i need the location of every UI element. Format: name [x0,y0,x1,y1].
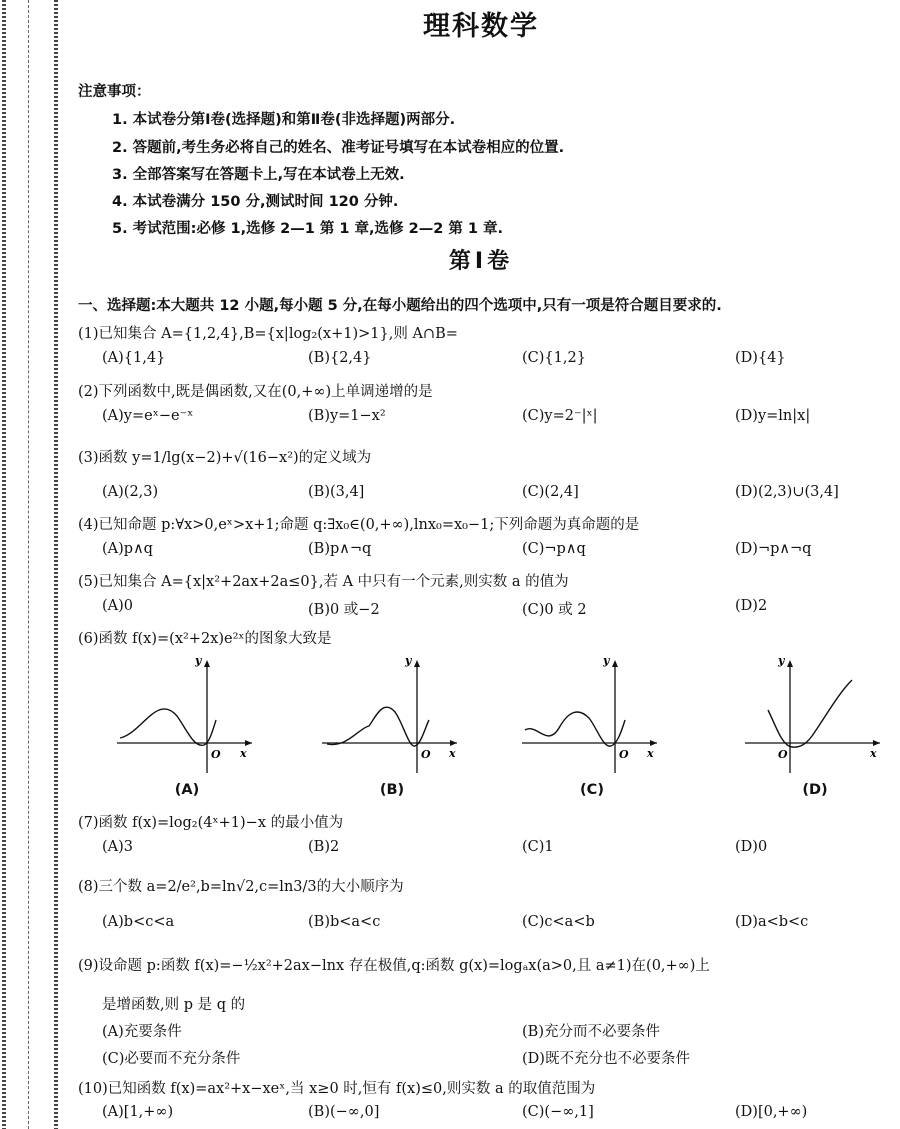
option: (B)y=1−x² [308,408,386,424]
option: (D)¬p∧¬q [735,541,812,557]
margin-right-line [54,0,58,1129]
option: (B)p∧¬q [308,541,372,557]
cut-line [28,0,29,1129]
graph-d [740,648,890,808]
origin-label: O [421,748,431,761]
question-stem-continued: 是增函数,则 p 是 q 的 [102,997,246,1013]
option: (B)b<a<c [308,914,381,930]
option: (C)(−∞,1] [522,1104,594,1120]
section-title: 第Ⅰ卷 [448,249,514,274]
graph-label: (C) [580,782,604,798]
graph-a [112,648,262,808]
note-item: 4. 本试卷满分 150 分,测试时间 120 分钟. [112,194,399,210]
axis-y-label: y [778,654,785,667]
option: (A)(2,3) [102,484,159,500]
question-stem: (10)已知函数 f(x)=ax²+x−xeˣ,当 x≥0 时,恒有 f(x)≤0,则实数 a 的取值范围为 [78,1081,596,1097]
option: (C)y=2⁻|ˣ| [522,408,598,424]
question-stem: (8)三个数 a=2/e²,b=ln√2,c=ln3/3的大小顺序为 [78,879,404,895]
option: (B)2 [308,839,340,855]
option: (D)2 [735,598,768,614]
note-item: 2. 答题前,考生务必将自己的姓名、准考证号填写在本试卷相应的位置. [112,140,565,156]
option: (D)既不充分也不必要条件 [522,1051,690,1067]
question-stem: (2)下列函数中,既是偶函数,又在(0,+∞)上单调递增的是 [78,384,433,400]
option: (D){4} [735,350,786,366]
option: (D)y=ln|x| [735,408,811,424]
axis-x-label: x [870,747,877,760]
question-stem: (5)已知集合 A={x|x²+2ax+2a≤0},若 A 中只有一个元素,则实数 a 的值为 [78,574,569,590]
option: (A)y=eˣ−e⁻ˣ [102,408,194,424]
option: (B)(3,4] [308,484,365,500]
note-item: 1. 本试卷分第Ⅰ卷(选择题)和第Ⅱ卷(非选择题)两部分. [112,112,456,128]
option: (A)p∧q [102,541,153,557]
option: (C){1,2} [522,350,586,366]
question-stem: (4)已知命题 p:∀x>0,eˣ>x+1;命题 q:∃x₀∈(0,+∞),lnx₀=x₀−1;下列命题为真命题的是 [78,517,640,533]
option: (A)0 [102,598,134,614]
option: (A)b<c<a [102,914,175,930]
option: (B)充分而不必要条件 [522,1024,660,1040]
question-stem: (1)已知集合 A={1,2,4},B={x|log₂(x+1)>1},则 A∩B= [78,326,458,342]
option: (A)[1,+∞) [102,1104,174,1120]
option: (D)(2,3)∪(3,4] [735,484,839,500]
question-stem: (9)设命题 p:函数 f(x)=−½x²+2ax−lnx 存在极值,q:函数 g(x)=logₐx(a>0,且 a≠1)在(0,+∞)上 [78,958,710,974]
axis-y-label: y [195,654,202,667]
graph-b [317,648,467,808]
option: (D)0 [735,839,768,855]
axis-x-label: x [647,747,654,760]
origin-label: O [211,748,221,761]
exam-page [72,0,890,1129]
option: (D)a<b<c [735,914,809,930]
option: (B){2,4} [308,350,372,366]
graph-c-plot [517,648,667,778]
option: (C)必要而不充分条件 [102,1051,241,1067]
graph-label: (B) [379,782,405,798]
option: (C)1 [522,839,554,855]
question-stem: (7)函数 f(x)=log₂(4ˣ+1)−x 的最小值为 [78,815,344,831]
graph-d-plot [740,648,890,778]
page-title: 理科数学 [423,11,539,42]
axis-y-label: y [405,654,412,667]
option: (B)(−∞,0] [308,1104,380,1120]
graph-options [112,648,892,808]
graph-b-plot [317,648,467,778]
option: (C)(2,4] [522,484,579,500]
origin-label: O [778,748,788,761]
option: (D)[0,+∞) [735,1104,808,1120]
option: (C)¬p∧q [522,541,586,557]
axis-x-label: x [240,747,247,760]
graph-label: (D) [802,782,828,798]
note-item: 3. 全部答案写在答题卡上,写在本试卷上无效. [112,167,405,183]
margin-left-line [2,0,6,1129]
option: (B)0 或−2 [308,602,380,618]
part-heading: 一、选择题:本大题共 12 小题,每小题 5 分,在每小题给出的四个选项中,只有一项是符合题目要求的. [78,298,722,314]
axis-x-label: x [449,747,456,760]
binding-margin [0,0,60,1129]
origin-label: O [619,748,629,761]
option: (A)充要条件 [102,1024,182,1040]
option: (C)c<a<b [522,914,595,930]
question-stem: (3)函数 y=1/lg(x−2)+√(16−x²)的定义域为 [78,450,372,466]
option: (A){1,4} [102,350,166,366]
axis-y-label: y [603,654,610,667]
graph-a-plot [112,648,262,778]
graph-c [517,648,667,808]
notes-heading: 注意事项： [78,84,151,100]
option: (A)3 [102,839,134,855]
question-stem: (6)函数 f(x)=(x²+2x)e²ˣ的图象大致是 [78,631,332,647]
graph-label: (A) [174,782,200,798]
note-item: 5. 考试范围:必修 1,选修 2—1 第 1 章,选修 2—2 第 1 章. [112,221,504,237]
option: (C)0 或 2 [522,602,587,618]
